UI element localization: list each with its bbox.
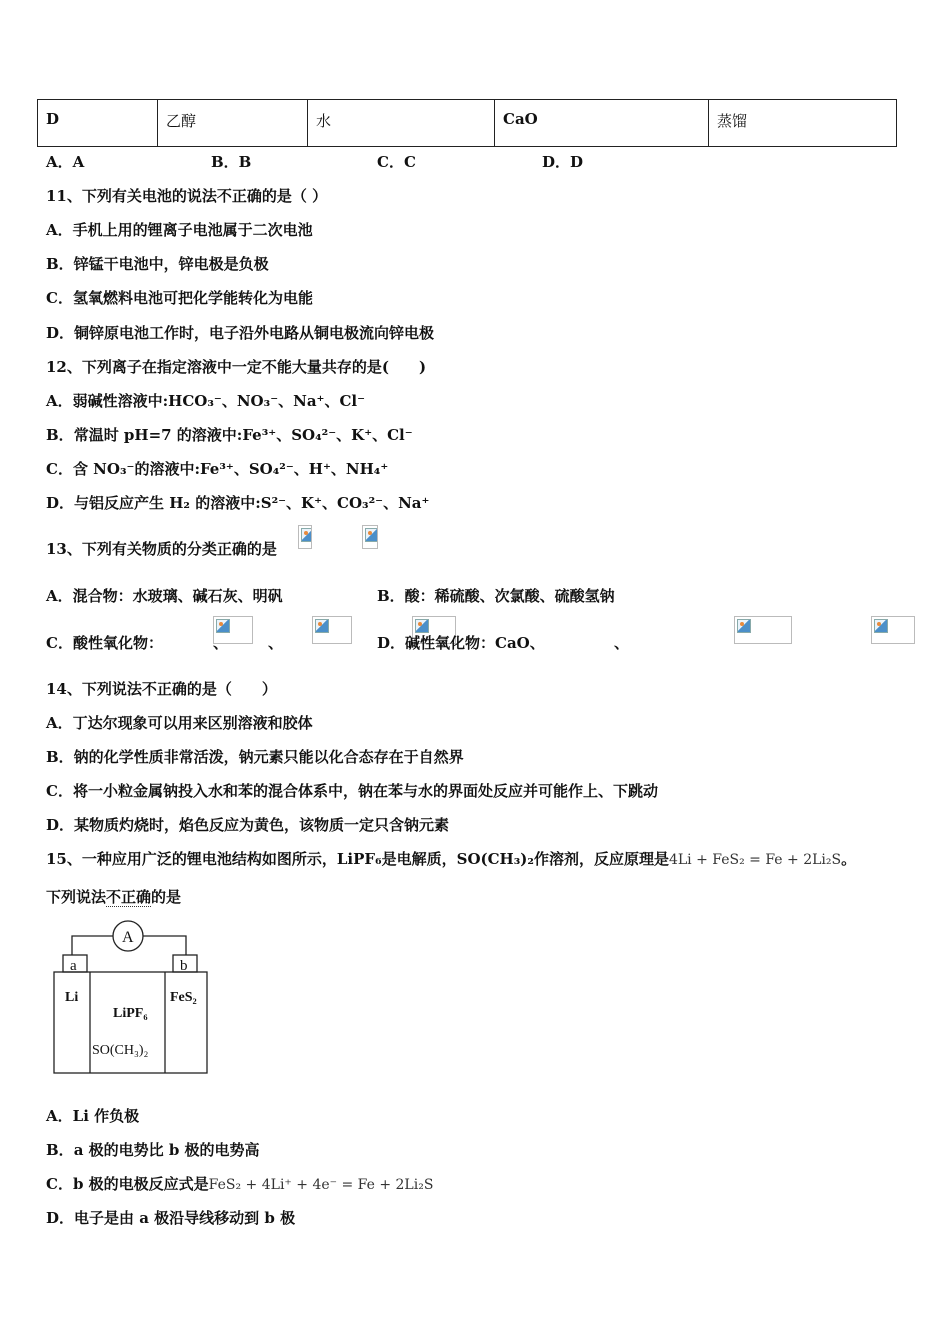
table-cell: 乙醇 <box>158 100 308 147</box>
stem-text: 15、一种应用广泛的锂电池结构如图所示，LiPF₆是电解质，SO(CH₃)₂作溶剂，反应原理是 <box>46 850 669 868</box>
option-letter: B． <box>46 426 74 444</box>
option-text: D．碱性氧化物：CaO、 <box>377 634 545 652</box>
formula-image-placeholder <box>298 525 312 549</box>
table-cell: 蒸馏 <box>709 100 897 147</box>
option-text: Li 作负极 <box>72 1107 140 1125</box>
option-letter: C． <box>46 1175 73 1193</box>
terminal-b-label: b <box>180 958 188 974</box>
broken-image-icon <box>874 619 888 633</box>
option-letter: B． <box>46 1141 74 1159</box>
separator: 、 <box>614 634 630 652</box>
q15-option-a <box>46 1105 139 1126</box>
q15-stem-line2 <box>46 886 181 907</box>
separation-table <box>37 99 897 147</box>
q15-option-d <box>46 1207 295 1228</box>
option-letter: D． <box>46 494 75 512</box>
q15-option-c <box>46 1173 433 1194</box>
formula-image-placeholder <box>312 616 352 644</box>
q13-option-d <box>377 632 545 653</box>
stem-text: 的是 <box>151 888 182 906</box>
q14-option-b: B．钠的化学性质非常活泼，钠元素只能以化合态存在于自然界 <box>46 748 464 766</box>
option-text: 与铝反应产生 H₂ 的溶液中:S²⁻、K⁺、CO₃²⁻、Na⁺ <box>74 494 430 512</box>
wire-right <box>143 936 186 955</box>
battery-diagram <box>50 918 212 1078</box>
option-text: 弱碱性溶液中:HCO₃⁻、NO₃⁻、Na⁺、Cl⁻ <box>72 392 366 410</box>
broken-image-icon <box>301 528 312 542</box>
separator: 、 <box>268 634 284 652</box>
q13-option-c <box>46 632 163 653</box>
option-text: 常温时 pH=7 的溶液中:Fe³⁺、SO₄²⁻、K⁺、Cl⁻ <box>73 426 413 444</box>
table-cell: 水 <box>308 100 495 147</box>
separator: 、 <box>213 634 229 652</box>
stem-text: 下列说法 <box>46 888 107 906</box>
table-row <box>38 100 897 147</box>
q12-option-d <box>46 492 429 513</box>
option-letter: A． <box>46 1107 73 1125</box>
electrode-formula: FeS₂ + 4Li⁺ + 4e⁻ = Fe + 2Li₂S <box>208 1177 434 1193</box>
q11-stem: 11、下列有关电池的说法不正确的是（ ） <box>46 187 328 205</box>
stem-end: 。 <box>841 850 857 868</box>
option-text: C．酸性氧化物： <box>46 634 163 652</box>
reaction-formula: 4Li + FeS₂ = Fe + 2Li₂S <box>668 852 842 868</box>
q13-option-a: A．混合物：水玻璃、碱石灰、明矾 <box>46 587 283 605</box>
broken-image-icon <box>737 619 751 633</box>
broken-image-icon <box>415 619 429 633</box>
option-text: 电子是由 a 极沿导线移动到 b 极 <box>74 1209 296 1227</box>
option-text: 含 NO₃⁻的溶液中:Fe³⁺、SO₄²⁻、H⁺、NH₄⁺ <box>72 460 389 478</box>
q13-option-b: B．酸：稀硫酸、次氯酸、硫酸氢钠 <box>377 587 615 605</box>
formula-image-placeholder <box>734 616 792 644</box>
q10-option-d: D．D <box>542 153 584 171</box>
q12-stem: 12、下列离子在指定溶液中一定不能大量共存的是( ) <box>46 358 427 376</box>
option-letter: A． <box>46 392 73 410</box>
right-electrode-label: FeS₂ <box>170 990 197 1005</box>
ammeter-label: A <box>122 929 134 946</box>
formula-image-placeholder <box>362 525 378 549</box>
q14-option-c: C．将一小粒金属钠投入水和苯的混合体系中，钠在苯与水的界面处反应并可能作上、下跳动 <box>46 782 658 800</box>
q12-option-a <box>46 390 365 411</box>
q13-stem: 13、下列有关物质的分类正确的是 <box>46 540 277 558</box>
q11-option-c: C．氢氧燃料电池可把化学能转化为电能 <box>46 289 313 307</box>
q12-option-c <box>46 458 388 479</box>
q15-option-b <box>46 1139 260 1160</box>
option-letter: C． <box>46 460 73 478</box>
q14-option-a: A．丁达尔现象可以用来区别溶液和胶体 <box>46 714 313 732</box>
q11-option-b: B．锌锰干电池中，锌电极是负极 <box>46 255 269 273</box>
q10-option-b: B．B <box>211 153 252 171</box>
emphasis-text: 不正确 <box>106 888 152 906</box>
broken-image-icon <box>216 619 230 633</box>
q14-option-d: D．某物质灼烧时，焰色反应为黄色，该物质一定只含钠元素 <box>46 816 450 834</box>
solvent-label: SO(CH₃)₂ <box>92 1043 149 1058</box>
q14-stem: 14、下列说法不正确的是（ ） <box>46 680 277 698</box>
q11-option-a: A．手机上用的锂离子电池属于二次电池 <box>46 221 313 239</box>
broken-image-icon <box>315 619 329 633</box>
q11-option-d: D．铜锌原电池工作时，电子沿外电路从铜电极流向锌电极 <box>46 324 435 342</box>
table-cell: D <box>38 100 158 147</box>
option-text: b 极的电极反应式是 <box>72 1175 209 1193</box>
formula-image-placeholder <box>871 616 915 644</box>
left-electrode-label: Li <box>65 990 79 1005</box>
wire-left <box>72 936 113 955</box>
table-cell: CaO <box>495 100 709 147</box>
electrolyte-label: LiPF₆ <box>113 1006 148 1021</box>
q12-option-b <box>46 424 413 445</box>
option-text: a 极的电势比 b 极的电势高 <box>73 1141 260 1159</box>
q10-option-a: A．A <box>46 153 85 171</box>
broken-image-icon <box>365 528 378 542</box>
q15-stem <box>46 848 856 869</box>
terminal-a-label: a <box>70 958 77 974</box>
q10-option-c: C．C <box>377 153 416 171</box>
option-letter: D． <box>46 1209 75 1227</box>
